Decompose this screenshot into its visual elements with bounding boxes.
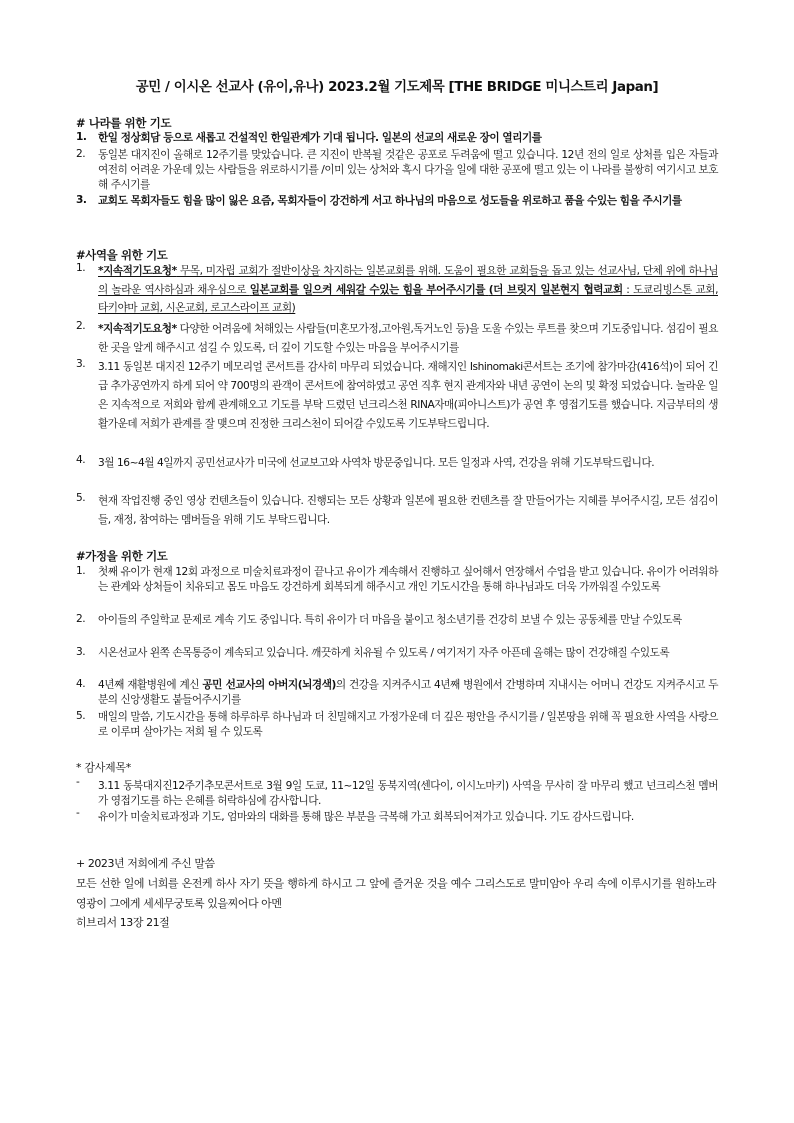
list-number: 3. <box>76 358 86 370</box>
list-number: 3. <box>76 646 86 658</box>
list-text: 4년째 재활병원에 계신 <box>98 679 203 691</box>
nation-item-3 <box>76 194 718 209</box>
family-item-5 <box>76 710 718 740</box>
emphasis-text: 일본교회를 일으켜 세워갈 수있는 힘을 부어주시기를 <box>249 283 486 296</box>
document-title: 공민 / 이시온 선교사 (유이,유나) 2023.2월 기도제목 [THE BRIDGE 미니스트리 Japan] <box>135 80 659 95</box>
emphasis-text: 공민 선교사의 아버지(뇌경색) <box>202 679 336 691</box>
ministry-item-1-body <box>98 265 718 314</box>
list-text: 3.11 동북대지진12주기추모콘서트로 3월 9일 도쿄, 11~12일 동북지역(센다이, 이시노마키) 사역을 무사히 잘 마무리 했고 넌크리스천 멤버가 영접기도를 하는 은혜를 허락하심에 감사합니다. <box>98 780 718 807</box>
family-item-2 <box>76 613 718 628</box>
list-number: 5. <box>76 492 86 504</box>
nation-prayer-heading: # 나라를 위한 기도 <box>76 116 172 130</box>
list-text: 유이가 미술치료과정과 기도, 엄마와의 대화를 통해 많은 부분을 극복해 가고 회복되어져가고 있습니다. 기도 감사드립니다. <box>98 811 634 823</box>
list-number: 1. <box>76 131 87 143</box>
nation-item-1 <box>76 131 718 146</box>
list-text: 무목, 미자립 교회가 절반이상을 차지하는 일본교회를 위해. 도움이 필요한 교회들을 돕고 있는 선교사님, 단체 위에 하나님의 놀라운 역사하심과 채우심으로 <box>98 265 718 296</box>
ministry-prayer-heading: #사역을 위한 기도 <box>76 248 168 262</box>
dash-bullet: - <box>76 807 80 819</box>
list-text: 매일의 말씀, 기도시간을 통해 하루하루 하나님과 더 친밀해지고 가정가운데 더 깊은 평안을 주시기를 / 일본땅을 위해 꼭 필요한 사역을 사랑으로 이루며 살아가는 저희 될 수 있도록 <box>98 711 718 738</box>
ministry-item-5 <box>76 492 718 530</box>
family-prayer-heading: #가정을 위한 기도 <box>76 549 168 563</box>
verse-reference: 히브리서 13장 21절 <box>76 916 170 929</box>
ministry-item-2 <box>76 320 718 357</box>
list-number: 2. <box>76 320 86 332</box>
list-text: 현재 작업진행 중인 영상 컨텐츠들이 있습니다. 진행되는 모든 상황과 일본에 필요한 컨텐츠를 잘 만들어가는 지혜를 부어주시길, 모든 섬김이들, 재정, 참여하는 멤버들을 위해 기도 부탁드립니다. <box>98 495 718 526</box>
list-number: 4. <box>76 454 86 466</box>
verse-text: 모든 선한 일에 너희를 온전케 하사 자기 뜻을 행하게 하시고 그 앞에 즐거운 것을 예수 그리스도로 말미암아 우리 속에 이루시기를 원하노라 영광이 그에게 세세무궁토록 있을찌어다 아멘 <box>76 877 716 910</box>
list-number: 5. <box>76 710 86 722</box>
list-text: 한일 정상회담 등으로 새롭고 건설적인 한일관계가 기대 됩니다. 일본의 선교의 새로운 장이 열리기를 <box>98 132 542 144</box>
family-item-4 <box>76 678 718 708</box>
list-number: 1. <box>76 262 86 274</box>
family-item-3 <box>76 646 718 661</box>
list-text: 다양한 어려움에 처해있는 사람들(미혼모가정,고아원,독거노인 등)을 도울 수있는 루트를 찾으며 기도중입니다. 섬김이 필요한 곳을 알게 해주시고 섬길 수 있도록, 더 깊이 기도할 수있는 마음을 부어주시기를 <box>98 323 718 354</box>
thanks-item-2 <box>76 807 718 825</box>
word-heading: + 2023년 저희에게 주신 말씀 <box>76 857 215 870</box>
partner-churches-label: (더 브릿지 일본현지 협력교회 <box>488 283 623 296</box>
nation-item-2 <box>76 148 718 193</box>
list-text: 3.11 동일본 대지진 12주기 메모리얼 콘서트를 감사히 마무리 되었습니다. 재해지인 Ishinomaki콘서트는 조기에 참가마감(416석)이 되어 긴급 추가공연까지 하게 되어 약 700명의 관객이 콘서트에 참여하였고 공연 직후 현지 관계자와 내년 공연이 논의 및 확정 되었습니다. 놀라운 일은 지속적으로 저희와 함께 관계해오고 기도를 부탁 드렸던 넌크리스천 RINA자매(피아니스트)가 공연 후 영접기도를 했습니다. 지금부터의 생활가운데 저희가 관계를 잘 맺으며 진정한 크리스천이 되어갈 수있도록 기도부탁드립니다. <box>98 361 718 430</box>
list-number: 1. <box>76 565 86 577</box>
ministry-item-4 <box>76 454 718 473</box>
list-text: 첫째 유이가 현재 12회 과정으로 미술치료과정이 끝나고 유이가 계속해서 진행하고 싶어해서 연장해서 수업을 받고 있습니다. 유이가 어려워하는 관계와 상처들이 치유되고 몸도 마음도 강건하게 회복되게 해주시고 개인 기도시간을 통해 하나님과도 더욱 가까워질 수있도록 <box>98 566 718 593</box>
partner-churches-list: : 도쿄리빙스톤 교회, 타키야마 교회, 시온교회, 로고스라이프 교회) <box>98 283 718 314</box>
thanks-heading: * 감사제목* <box>76 761 131 774</box>
thanks-item-1 <box>76 776 718 809</box>
list-number: 3. <box>76 194 87 206</box>
ongoing-request-label: *지속적기도요청* <box>98 323 177 335</box>
list-text: 동일본 대지진이 올해로 12주기를 맞았습니다. 큰 지진이 반복될 것같은 공포로 두려움에 떨고 있습니다. 12년 전의 일로 상처를 입은 자들과 여전히 어려운 가운데 있는 사람들을 위로하시기를 /이미 있는 상처와 혹시 다가올 일에 대한 공포에 떨고 있는 이 나라를 불쌍히 여기시고 보호해 주시기를 <box>98 149 718 191</box>
list-text-continued: 의 건강을 지켜주시고 4년째 병원에서 간병하며 지내시는 어머니 건강도 지켜주시고 두 분의 신앙생활도 붙들어주시기를 <box>98 679 719 706</box>
list-text: 아이들의 주일학교 문제로 계속 기도 중입니다. 특히 유이가 더 마음을 붙이고 청소년기를 건강히 보낼 수 있는 공동체를 만날 수있도록 <box>98 614 682 626</box>
list-text: 3월 16~4월 4일까지 공민선교사가 미국에 선교보고와 사역차 방문중입니다. 모든 일정과 사역, 건강을 위해 기도부탁드립니다. <box>98 457 655 469</box>
ministry-item-3 <box>76 358 718 434</box>
ministry-item-1 <box>76 262 718 318</box>
family-item-1 <box>76 565 718 595</box>
dash-bullet: - <box>76 776 80 788</box>
list-text: 시온선교사 왼쪽 손목통증이 계속되고 있습니다. 깨끗하게 치유될 수 있도록 / 여기저기 자주 아픈데 올해는 많이 건강해질 수있도록 <box>98 647 670 659</box>
ongoing-request-label: *지속적기도요청* <box>98 265 177 277</box>
list-number: 2. <box>76 148 86 160</box>
list-number: 2. <box>76 613 86 625</box>
list-number: 4. <box>76 678 86 690</box>
list-text: 교회도 목회자들도 힘을 많이 잃은 요즘, 목회자들이 강건하게 서고 하나님의 마음으로 성도들을 위로하고 품을 수있는 힘을 주시기를 <box>98 195 682 207</box>
